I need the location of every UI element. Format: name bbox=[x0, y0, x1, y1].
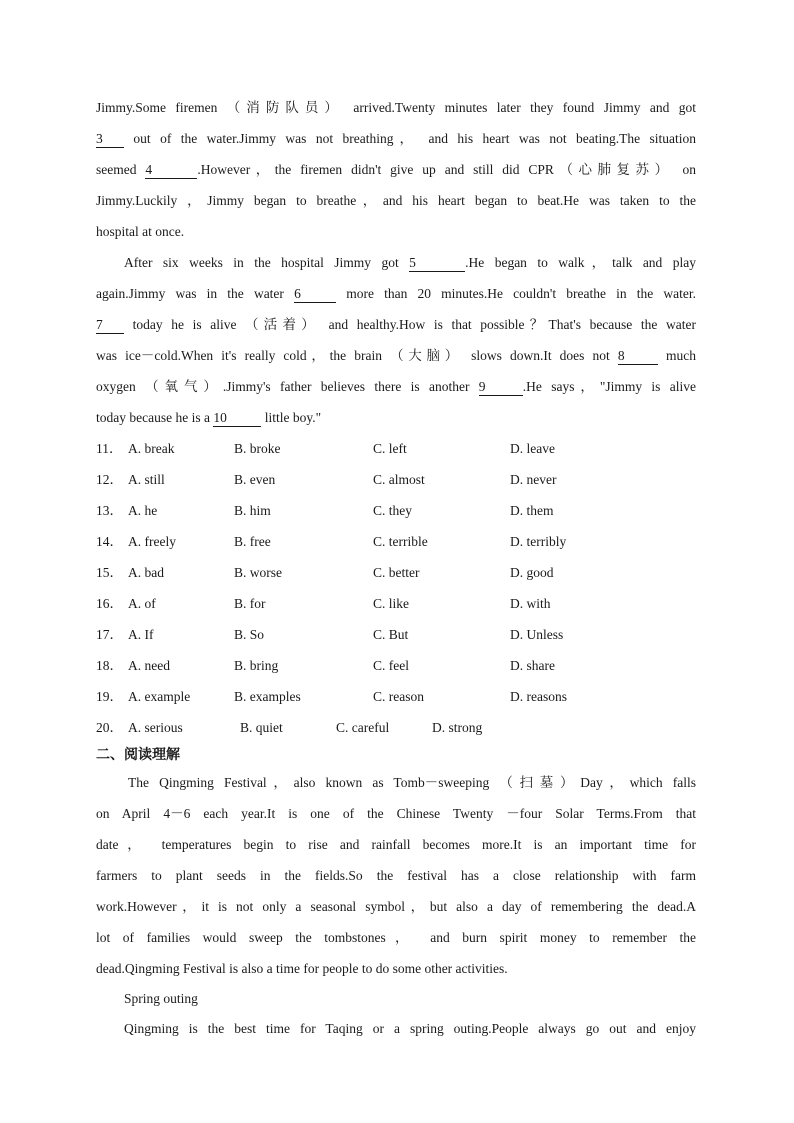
blank-5: 5 bbox=[409, 255, 465, 272]
reading-line: dead.Qingming Festival is also a time for people to do some other activities. bbox=[96, 961, 508, 976]
passage-line: again.Jimmy was in the water 6 more than 20 minutes.He couldn't breathe in the water. bbox=[96, 286, 696, 301]
reading-line: date， temperatures begin to rise and rainfall becomes more.It is an important time for bbox=[96, 837, 696, 852]
question-row: 12． A. still B. even C. almost D. never bbox=[96, 472, 557, 487]
question-row: 19． A. example B. examples C. reason D. reasons bbox=[96, 689, 567, 704]
question-row: 15． A. bad B. worse C. better D. good bbox=[96, 565, 554, 580]
passage-line: Jimmy.Luckily ，Jimmy began to breathe，and his heart began to beat.He was taken to the bbox=[96, 193, 696, 208]
passage-line: 7 today he is alive （活着） and healthy.How is that possible？That's because the water bbox=[96, 317, 696, 332]
reading-line: on April 4－6 each year.It is one of the Chinese Twenty －four Solar Terms.From that bbox=[96, 806, 696, 821]
reading-line: work.However，it is not only a seasonal symbol，but also a day of remembering the dead.A bbox=[96, 899, 696, 914]
reading-line: The Qingming Festival，also known as Tomb－sweeping （扫墓）Day，which falls bbox=[128, 775, 696, 790]
blank-6: 6 bbox=[294, 286, 336, 303]
question-row: 17． A. If B. So C. But D. Unless bbox=[96, 627, 564, 642]
reading-line: farmers to plant seeds in the fields.So the festival has a close relationship with farm bbox=[96, 868, 696, 883]
passage-line: oxygen （氧气）.Jimmy's father believes there is another 9 .He says，"Jimmy is alive bbox=[96, 379, 696, 394]
passage-line: 3 out of the water.Jimmy was not breathing， and his heart was not beating.The situation bbox=[96, 131, 696, 146]
passage-line: today because he is a 10 little boy." bbox=[96, 410, 322, 425]
reading-line: lot of families would sweep the tombstones， and burn spirit money to remember the bbox=[96, 930, 696, 945]
reading-line: Qingming is the best time for Taqing or a spring outing.People always go out and enjoy bbox=[124, 1021, 696, 1036]
question-row: 11． A. break B. broke C. left D. leave bbox=[96, 441, 555, 456]
passage-line: seemed 4 .However，the firemen didn't give up and still did CPR（心肺复苏） on bbox=[96, 162, 697, 177]
passage-line: After six weeks in the hospital Jimmy got 5 .He began to walk，talk and play bbox=[124, 255, 696, 270]
question-row: 18． A. need B. bring C. feel D. share bbox=[96, 658, 555, 673]
question-row: 14． A. freely B. free C. terrible D. terribly bbox=[96, 534, 567, 549]
passage-line: Jimmy.Some firemen （消防队员） arrived.Twenty minutes later they found Jimmy and got bbox=[96, 100, 696, 115]
passage-line: was ice－cold.When it's really cold，the brain （大脑） slows down.It does not 8 much bbox=[96, 348, 696, 363]
blank-7: 7 bbox=[96, 317, 124, 334]
subheading: Spring outing bbox=[124, 991, 198, 1006]
blank-3: 3 bbox=[96, 131, 124, 148]
section-heading: 二、阅读理解 bbox=[96, 747, 180, 763]
document-page bbox=[96, 92, 696, 1044]
blank-10: 10 bbox=[213, 410, 261, 427]
blank-9: 9 bbox=[479, 379, 523, 396]
question-row: 20． A. serious B. quiet C. careful D. strong bbox=[96, 720, 483, 735]
question-row: 13． A. he B. him C. they D. them bbox=[96, 503, 554, 518]
passage-line: hospital at once. bbox=[96, 224, 185, 239]
blank-4: 4 bbox=[145, 162, 197, 179]
question-row: 16． A. of B. for C. like D. with bbox=[96, 596, 551, 611]
blank-8: 8 bbox=[618, 348, 658, 365]
